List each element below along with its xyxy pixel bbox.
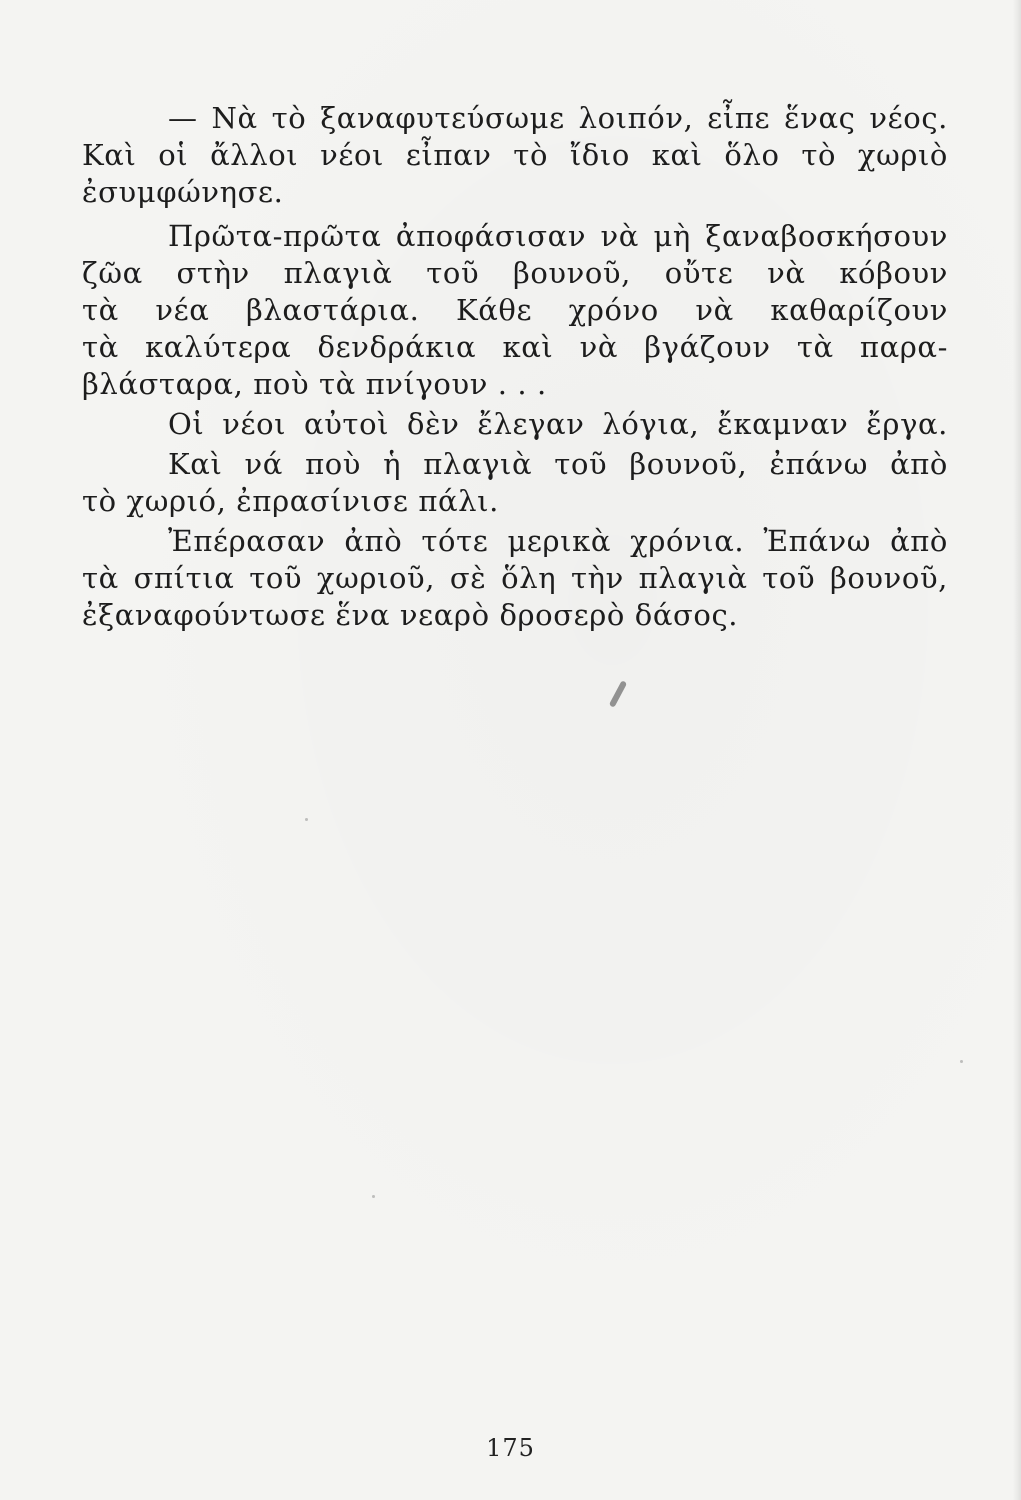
paragraph-5 xyxy=(82,523,948,634)
body-text xyxy=(82,100,948,634)
text-line: Καὶ νά ποὺ ἡ πλαγιὰ τοῦ βουνοῦ, ἐπάνω ἀπὸ xyxy=(168,447,948,481)
paragraph-1 xyxy=(82,100,948,211)
text-line: βλάσταρα, ποὺ τὰ πνίγουν . . . xyxy=(82,367,547,401)
text-line: Οἱ νέοι αὐτοὶ δὲν ἔλεγαν λόγια, ἔκαμναν ἔργα. xyxy=(168,407,948,441)
paragraph-2 xyxy=(82,218,948,403)
text-line: Ἐπέρασαν ἀπὸ τότε μερικὰ χρόνια. Ἐπάνω ἀπὸ xyxy=(168,524,948,558)
text-line: τὰ νέα βλαστάρια. Κάθε χρόνο νὰ καθαρίζουν xyxy=(82,293,948,327)
text-line: τὰ καλύτερα δενδράκια καὶ νὰ βγάζουν τὰ παρα- xyxy=(82,330,948,364)
text-line: ζῶα στὴν πλαγιὰ τοῦ βουνοῦ, οὔτε νὰ κόβουν xyxy=(82,256,948,290)
page-number: 175 xyxy=(486,1434,535,1462)
text-line: τὰ σπίτια τοῦ χωριοῦ, σὲ ὅλη τὴν πλαγιὰ τοῦ βουνοῦ, xyxy=(82,561,948,595)
text-line: τὸ χωριό, ἐπρασίνισε πάλι. xyxy=(82,484,499,518)
paragraph-4 xyxy=(82,446,948,520)
paper-speck xyxy=(960,1060,963,1063)
paper-speck xyxy=(305,818,308,821)
text-line: — Νὰ τὸ ξαναφυτεύσωμε λοιπόν, εἶπε ἕνας νέος. xyxy=(168,101,948,135)
text-line: ἐσυμφώνησε. xyxy=(82,175,284,209)
text-line: Πρῶτα-πρῶτα ἀποφάσισαν νὰ μὴ ξαναβοσκήσουν xyxy=(168,219,948,253)
paper-speck xyxy=(372,1195,375,1198)
page-edge-shadow xyxy=(1013,0,1021,1500)
paragraph-3 xyxy=(168,406,948,443)
text-line: Καὶ οἱ ἄλλοι νέοι εἶπαν τὸ ἴδιο καὶ ὅλο τὸ χωριὸ xyxy=(82,138,948,172)
ink-stroke-mark xyxy=(609,680,627,708)
text-line: ἐξαναφούντωσε ἕνα νεαρὸ δροσερὸ δάσος. xyxy=(82,598,739,632)
